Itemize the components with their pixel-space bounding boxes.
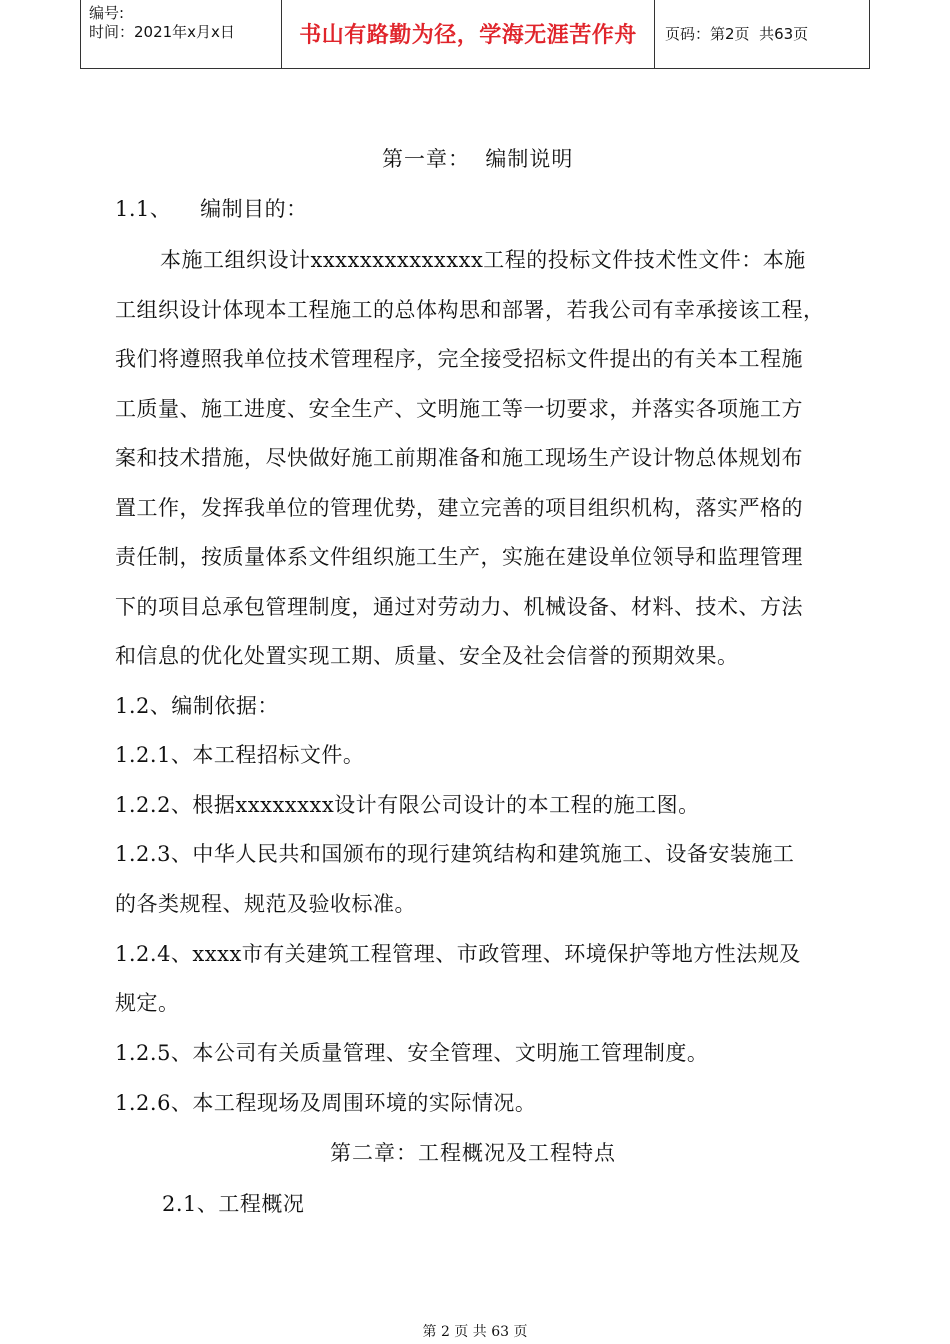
document-time-label: 时间：2021年x月x日 (89, 23, 235, 41)
chapter-1-title: 第一章： 编制说明 (382, 147, 574, 171)
list-item-1-2-6: 1.2.6、本工程现场及周围环境的实际情况。 (115, 1091, 537, 1115)
paragraph-line: 责任制，按质量体系文件组织施工生产，实施在建设单位领导和监理管理 (115, 545, 803, 569)
paragraph-line: 工组织设计体现本工程施工的总体构思和部署，若我公司有幸承接该工程， (115, 298, 825, 322)
header-page-label: 页码：第2页 共63页 (665, 24, 809, 43)
paragraph-line: 案和技术措施，尽快做好施工前期准备和施工现场生产设计物总体规划布 (115, 446, 803, 470)
document-number-label: 编号: (89, 4, 125, 22)
section-1-2-heading: 1.2、编制依据： (115, 694, 279, 718)
header-page-cell (655, 0, 870, 68)
header-motto: 书山有路勤为径，学海无涯苦作舟 (299, 22, 637, 48)
section-1-1-heading: 1.1、 编制目的： (115, 197, 308, 221)
list-item-1-2-5: 1.2.5、本公司有关质量管理、安全管理、文明施工管理制度。 (115, 1041, 709, 1065)
list-item-1-2-1: 1.2.1、本工程招标文件。 (115, 743, 365, 767)
paragraph-line: 和信息的优化处置实现工期、质量、安全及社会信誉的预期效果。 (115, 644, 739, 668)
paragraph-line: 置工作，发挥我单位的管理优势，建立完善的项目组织机构，落实严格的 (115, 496, 803, 520)
list-item-1-2-4-continued: 规定。 (115, 991, 180, 1015)
list-item-1-2-2: 1.2.2、根据xxxxxxxx设计有限公司设计的本工程的施工图。 (115, 793, 700, 817)
header-meta-cell (80, 0, 282, 68)
chapter-2-title: 第二章：工程概况及工程特点 (330, 1141, 616, 1165)
header-motto-cell (282, 0, 655, 68)
paragraph-line: 工质量、施工进度、安全生产、文明施工等一切要求，并落实各项施工方 (115, 397, 803, 421)
paragraph-line: 下的项目总承包管理制度，通过对劳动力、机械设备、材料、技术、方法 (115, 595, 803, 619)
paragraph-line: 我们将遵照我单位技术管理程序，完全接受招标文件提出的有关本工程施 (115, 347, 803, 371)
section-2-1-heading: 2.1、工程概况 (162, 1192, 305, 1216)
list-item-1-2-4: 1.2.4、xxxx市有关建筑工程管理、市政管理、环境保护等地方性法规及 (115, 942, 801, 966)
paragraph-line: 本施工组织设计xxxxxxxxxxxxxx工程的投标文件技术性文件：本施 (160, 248, 806, 272)
page-header (80, 0, 870, 69)
page-footer: 第 2 页 共 63 页 (422, 1324, 528, 1340)
list-item-1-2-3-continued: 的各类规程、规范及验收标准。 (115, 892, 416, 916)
list-item-1-2-3: 1.2.3、中华人民共和国颁布的现行建筑结构和建筑施工、设备安装施工 (115, 842, 795, 866)
